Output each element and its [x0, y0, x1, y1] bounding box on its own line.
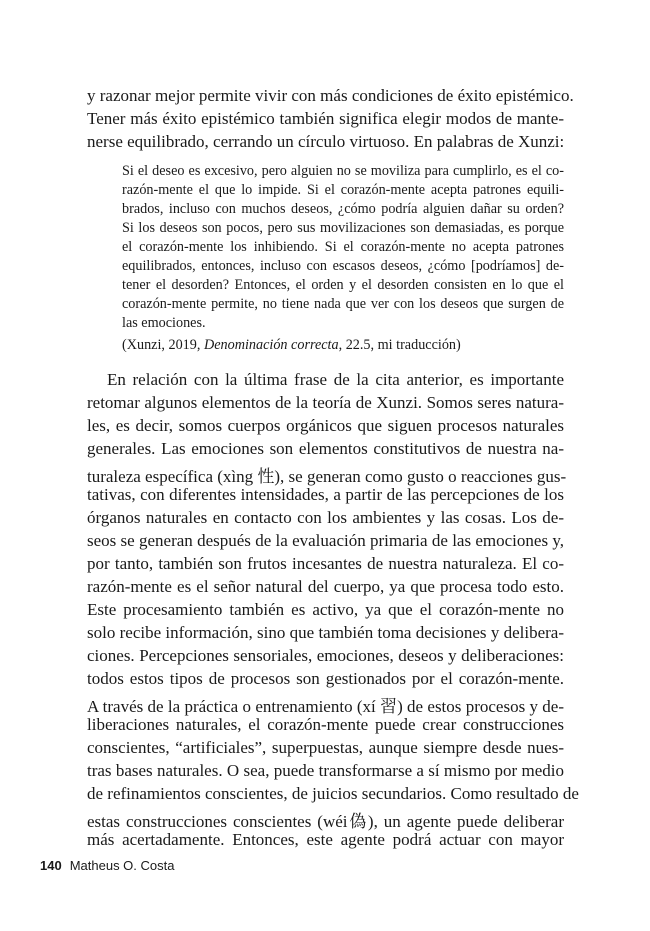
body-line: conscientes, “artificiales”, superpuestas, aunque siempre desde nues- [87, 738, 564, 757]
body-line: Este procesamiento también es activo, ya que el corazón-mente no [87, 600, 564, 619]
citation-prefix: (Xunzi, 2019, [122, 337, 204, 353]
body-line: razón-mente es el señor natural del cuerpo, ya que procesa todo esto. [87, 577, 564, 596]
body-line: les, es decir, somos cuerpos orgánicos que siguen procesos naturales [87, 416, 564, 435]
quote-line: corazón-mente permite, no tiene nada que ver con los deseos que surgen de [122, 296, 564, 312]
quote-line: Si los deseos son pocos, pero sus movilizaciones son demasiadas, es porque [122, 220, 564, 236]
body-line: A través de la práctica o entrenamiento (xí 習) de estos procesos y de- [87, 697, 564, 716]
citation-title: Denominación correcta [203, 337, 339, 353]
body-line: todos estos tipos de procesos son gestionados por el corazón-mente. [87, 669, 564, 688]
citation-suffix: , 22.5, mi traducción) [338, 337, 461, 353]
body-line: Tener más éxito epistémico también significa elegir modos de mante- [87, 109, 564, 128]
page-number: 140 [40, 858, 62, 873]
quote-line: brados, incluso con muchos deseos, ¿cómo podría alguien dañar su orden? [122, 201, 564, 217]
body-line: generales. Las emociones son elementos constitutivos de nuestra na- [87, 439, 564, 458]
page-footer [40, 858, 174, 873]
body-line: turaleza específica (xìng 性), se generan como gusto o reacciones gus- [87, 467, 567, 486]
body-line: y razonar mejor permite vivir con más condiciones de éxito epistémico. [87, 86, 574, 105]
body-line: más acertadamente. Entonces, este agente podrá actuar con mayor [87, 830, 564, 849]
quote-line: las emociones. [122, 315, 206, 331]
quote-line: tener el desorden? Entonces, el orden y el desorden consisten en lo que el [122, 277, 564, 293]
body-line: de refinamientos conscientes, de juicios secundarios. Como resultado de [87, 784, 579, 803]
body-line: seos se generan después de la evaluación primaria de las emociones y, [87, 531, 564, 550]
body-line: por tanto, también son frutos incesantes de nuestra naturaleza. El co- [87, 554, 564, 573]
quote-line: razón-mente el que lo impide. Si el corazón-mente acepta patrones equili- [122, 182, 564, 198]
body-line: liberaciones naturales, el corazón-mente puede crear construcciones [87, 715, 564, 734]
body-line: nerse equilibrado, cerrando un círculo virtuoso. En palabras de Xunzi: [87, 132, 565, 151]
body-line: solo recibe información, sino que también toma decisiones y delibera- [87, 623, 564, 642]
body-line: órganos naturales en contacto con los ambientes y las cosas. Los de- [87, 508, 564, 527]
body-line: tras bases naturales. O sea, puede transformarse a sí mismo por medio [87, 761, 564, 780]
body-line: tativas, con diferentes intensidades, a partir de las percepciones de los [87, 485, 564, 504]
running-author: Matheus O. Costa [69, 858, 175, 873]
quote-line: equilibrados, entonces, incluso con escasos deseos, ¿cómo [podríamos] de- [122, 258, 564, 274]
body-line: estas construcciones conscientes (wéi偽), un agente puede deliberar [87, 812, 564, 831]
body-line: ciones. Percepciones sensoriales, emociones, deseos y deliberaciones: [87, 646, 564, 665]
quote-line: el corazón-mente los inhibiendo. Si el corazón-mente no acepta patrones [122, 239, 564, 255]
body-line: En relación con la última frase de la cita anterior, es importante [107, 370, 564, 389]
quote-line: Si el deseo es excesivo, pero alguien no se moviliza para cumplirlo, es el co- [122, 163, 564, 179]
body-line: retomar algunos elementos de la teoría de Xunzi. Somos seres natura- [87, 393, 564, 412]
quote-citation [122, 337, 461, 354]
